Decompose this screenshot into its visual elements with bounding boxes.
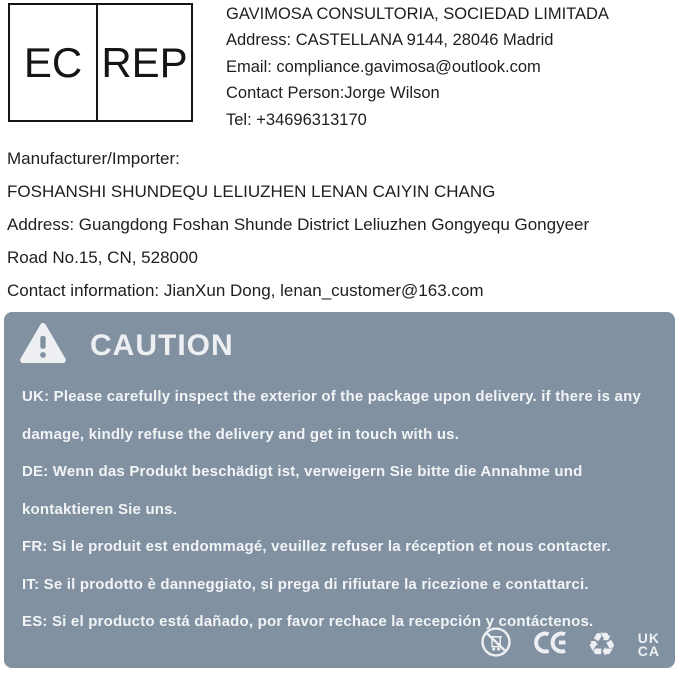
- representative-email: Email: compliance.gavimosa@outlook.com: [226, 57, 541, 76]
- representative-name: GAVIMOSA CONSULTORIA, SOCIEDAD LIMITADA: [226, 5, 609, 23]
- ukca-line2: CA: [637, 642, 660, 659]
- representative-address: Address: CASTELLANA 9144, 28046 Madrid: [226, 31, 554, 50]
- ec-rep-symbol: [8, 3, 193, 122]
- representative-contact-person: Contact Person:Jorge Wilson: [226, 84, 440, 103]
- caution-message-es: ES: Si el producto está dañado, por favor rechace la recepción y contáctenos.: [22, 613, 594, 630]
- manufacturer-contact: Contact information: JianXun Dong, lenan_customer@163.com: [7, 281, 484, 300]
- recycle-icon: ♻: [587, 625, 617, 664]
- manufacturer-address-line2: Road No.15, CN, 528000: [7, 248, 198, 267]
- ce-mark-icon: [533, 631, 566, 659]
- weee-crossed-bin-icon: [480, 626, 512, 663]
- warning-triangle-icon: [20, 322, 66, 369]
- ukca-mark-icon: [637, 629, 660, 659]
- ec-rep-right-cell: [98, 5, 191, 120]
- caution-title: CAUTION: [90, 328, 234, 362]
- caution-message-fr: FR: Si le produit est endommagé, veuillez refuser la réception et nous contacter.: [22, 538, 611, 555]
- caution-header: [20, 322, 234, 369]
- certification-icons: [480, 626, 660, 663]
- caution-message-it: IT: Se il prodotto è danneggiato, si prega di rifiutare la ricezione e contattarci.: [22, 575, 589, 593]
- caution-message-de: DE: Wenn das Produkt beschädigt ist, verweigern Sie bitte die Annahme und kontaktieren Sie uns.: [22, 463, 583, 518]
- manufacturer-address-line1: Address: Guangdong Foshan Shunde District Leliuzhen Gongyequ Gongyeer: [7, 215, 590, 234]
- ec-rep-left-label: EC: [23, 38, 83, 86]
- caution-panel: [4, 312, 675, 668]
- ec-rep-left-cell: [10, 5, 98, 120]
- ec-rep-right-label: REP: [101, 38, 188, 86]
- manufacturer-name: FOSHANSHI SHUNDEQU LELIUZHEN LENAN CAIYIN CHANG: [7, 182, 496, 201]
- representative-tel: Tel: +34696313170: [226, 110, 367, 129]
- representative-info: [226, 1, 609, 133]
- caution-messages: [22, 378, 655, 641]
- manufacturer-heading: Manufacturer/Importer:: [7, 149, 180, 168]
- ukca-line1: UK: [637, 629, 660, 646]
- manufacturer-info: [7, 142, 589, 307]
- caution-message-uk: UK: Please carefully inspect the exterior of the package upon delivery. if there is any damage, kindly refuse the delivery and get in touch with us.: [22, 388, 641, 443]
